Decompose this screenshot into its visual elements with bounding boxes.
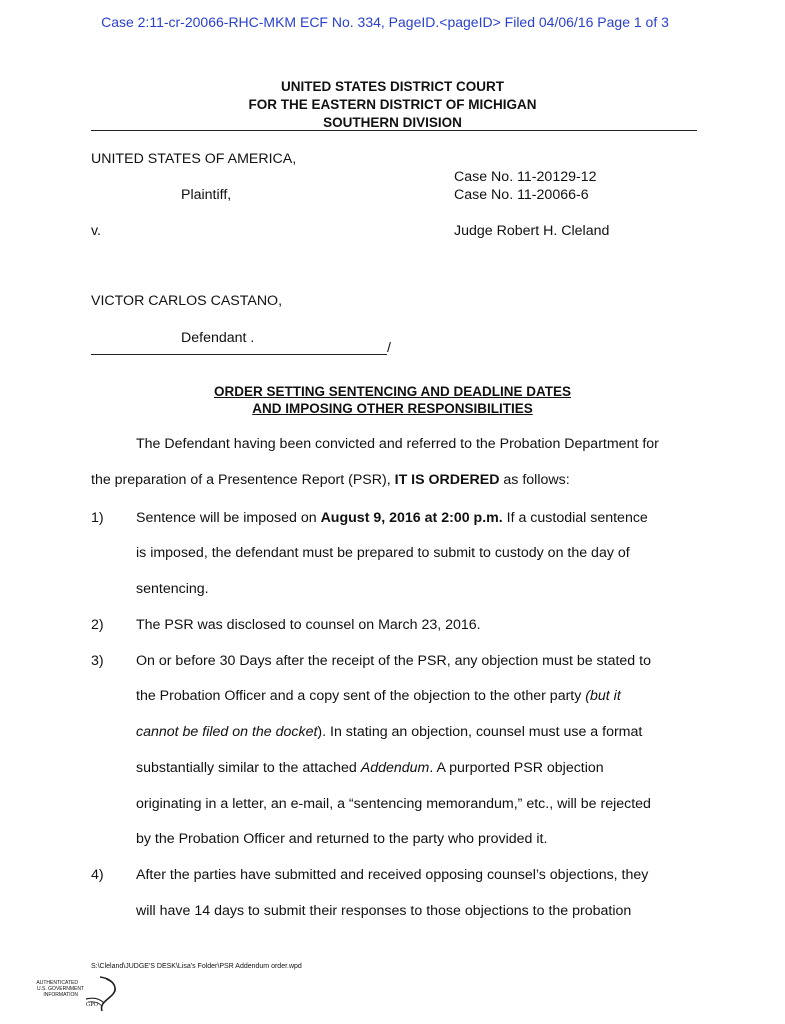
court-name: UNITED STATES DISTRICT COURT (281, 79, 504, 94)
defendant-role: Defendant . (181, 330, 255, 346)
plaintiff-role: Plaintiff, (181, 187, 232, 203)
item-3-line-6: by the Probation Officer and returned to the party who provided it. (136, 831, 548, 847)
footer-file-path: S:\Cleland\JUDGE'S DESK\Lisa's Folder\PSR Addendum order.wpd (91, 963, 302, 970)
gpo-text-line-1: AUTHENTICATED (36, 980, 78, 986)
gpo-text-line-2: U.S. GOVERNMENT (37, 986, 84, 992)
caption-signature-line (91, 340, 387, 355)
intro-line-1: The Defendant having been convicted and referred to the Probation Department for (136, 436, 659, 452)
item-2-number: 2) (91, 617, 104, 633)
case-number-2: Case No. 11-20066-6 (454, 187, 589, 203)
item-1-line-1: Sentence will be imposed on August 9, 2016 at 2:00 p.m. If a custodial sentence (136, 510, 648, 526)
item-3-line-3: cannot be filed on the docket). In stating an objection, counsel must use a format (136, 724, 643, 740)
gpo-text-line-3: INFORMATION (43, 992, 78, 998)
case-number-1: Case No. 11-20129-12 (454, 169, 597, 185)
court-district: FOR THE EASTERN DISTRICT OF MICHIGAN (248, 97, 537, 112)
item-3-line-2: the Probation Officer and a copy sent of the objection to the other party (but it (136, 688, 621, 704)
item-1-line-3: sentencing. (136, 581, 209, 597)
item-4-number: 4) (91, 867, 104, 883)
item-4-line-2: will have 14 days to submit their responses to those objections to the probation (136, 903, 632, 919)
versus: v. (91, 223, 101, 239)
item-2-line-1: The PSR was disclosed to counsel on March 23, 2016. (136, 617, 481, 633)
plaintiff-name: UNITED STATES OF AMERICA, (91, 151, 297, 167)
item-1-line-2: is imposed, the defendant must be prepared to submit to custody on the day of (136, 545, 630, 561)
judge-name: Judge Robert H. Cleland (454, 223, 610, 239)
item-1-number: 1) (91, 510, 104, 526)
court-division: SOUTHERN DIVISION (323, 115, 462, 130)
item-3-line-1: On or before 30 Days after the receipt of the PSR, any objection must be stated to (136, 653, 651, 669)
caption-rule (91, 130, 697, 131)
defendant-name: VICTOR CARLOS CASTANO, (91, 293, 283, 309)
item-3-line-4: substantially similar to the attached Addendum. A purported PSR objection (136, 760, 604, 776)
order-title-line-1: ORDER SETTING SENTENCING AND DEADLINE DATES (213, 384, 572, 399)
caption-slash: / (387, 340, 391, 356)
item-3-number: 3) (91, 653, 104, 669)
intro-line-2: the preparation of a Presentence Report (PSR), IT IS ORDERED as follows: (91, 472, 570, 488)
gpo-eagle-icon (36, 975, 134, 1015)
ecf-header-stamp: Case 2:11-cr-20066-RHC-MKM ECF No. 334, PageID.<pageID> Filed 04/06/16 Page 1 of 3 (101, 14, 669, 30)
item-3-line-5: originating in a letter, an e-mail, a “sentencing memorandum,” etc., will be rejected (136, 796, 651, 812)
item-4-line-1: After the parties have submitted and received opposing counsel’s objections, they (136, 867, 649, 883)
gpo-mark: GPO (85, 1002, 99, 1008)
gpo-authentication-logo (36, 975, 134, 1015)
order-title-line-2: AND IMPOSING OTHER RESPONSIBILITIES (252, 401, 533, 416)
